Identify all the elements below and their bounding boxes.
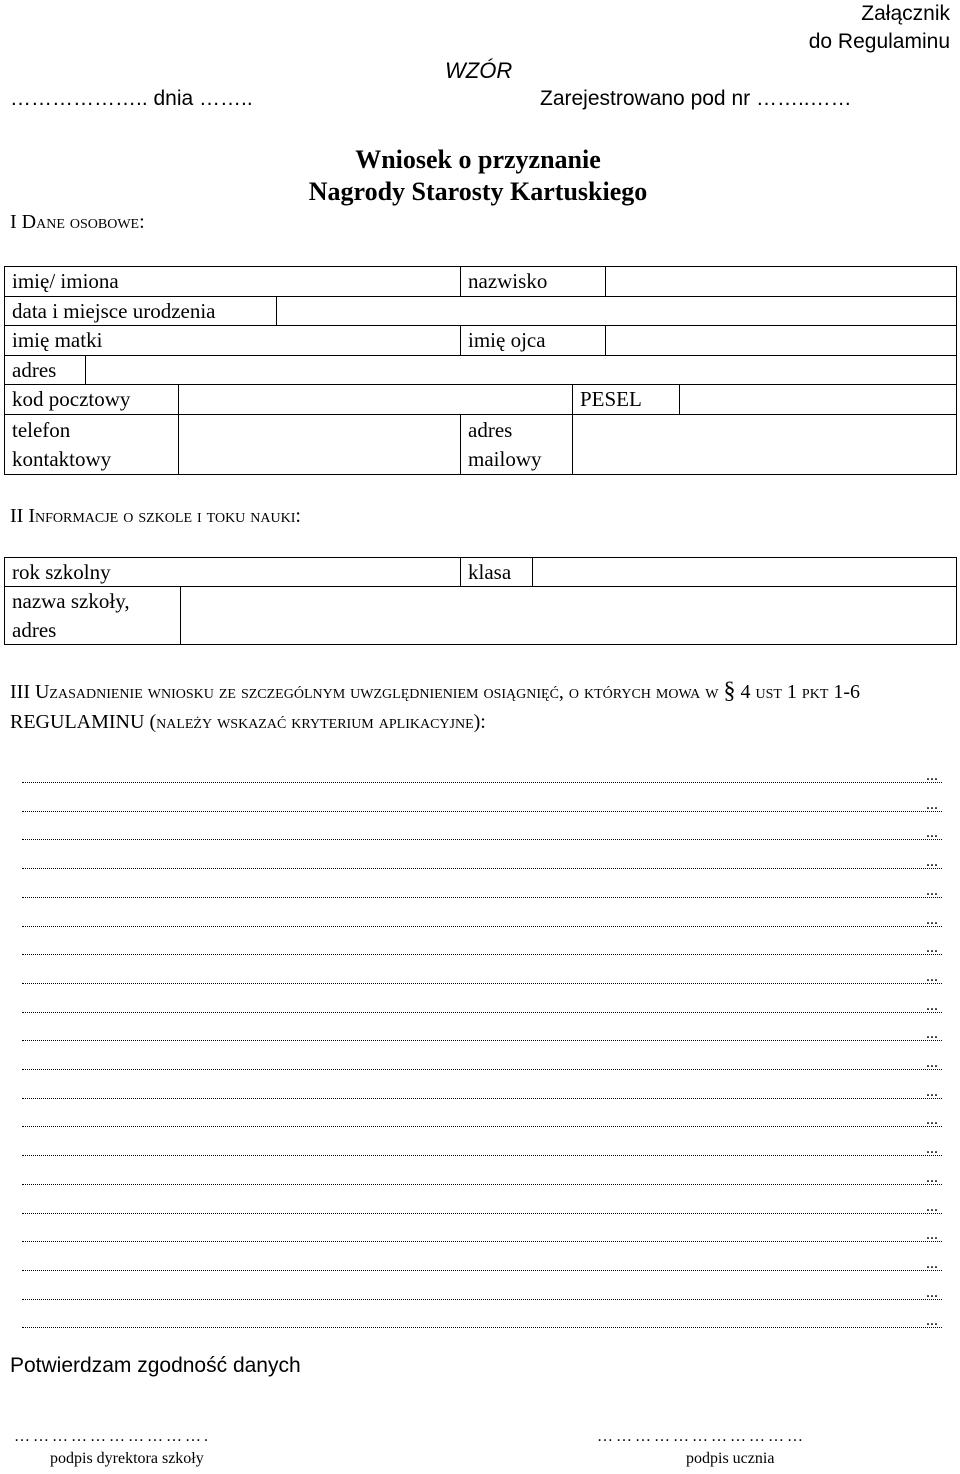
postal-code-field[interactable] <box>178 385 572 414</box>
director-signature-line[interactable]: …………………………. <box>14 1428 211 1445</box>
justification-line-end: ... <box>926 997 938 1014</box>
justification-line[interactable] <box>22 781 942 783</box>
address-field[interactable] <box>85 356 956 384</box>
justification-line[interactable] <box>22 1212 942 1214</box>
justification-line[interactable] <box>22 982 942 984</box>
email-field[interactable] <box>572 415 956 474</box>
email-label: adres mailowy <box>460 415 572 474</box>
justification-line[interactable] <box>22 1240 942 1242</box>
justification-line[interactable] <box>22 838 942 840</box>
justification-line-end: ... <box>926 1284 938 1301</box>
phone-field[interactable] <box>178 415 460 474</box>
justification-line-end: ... <box>926 1255 938 1272</box>
row-names <box>4 267 957 297</box>
justification-line-end: ... <box>926 1312 938 1329</box>
address-label: adres <box>12 358 57 382</box>
class-field[interactable] <box>532 558 956 586</box>
father-label: imię ojca <box>460 326 605 355</box>
justification-line-end: ... <box>926 882 938 899</box>
school-name-field[interactable] <box>180 587 956 644</box>
justification-line-end: ... <box>926 1198 938 1215</box>
attachment-line-2: do Regulaminu <box>808 30 950 53</box>
justification-line-end: ... <box>926 767 938 784</box>
justification-line-end: ... <box>926 1140 938 1157</box>
row-birth <box>4 297 957 326</box>
document-title <box>0 144 956 208</box>
row-year <box>4 558 957 587</box>
row-school <box>4 587 957 645</box>
justification-line[interactable] <box>22 1298 942 1300</box>
section-2-heading: II Informacje o szkole i toku nauki: <box>10 505 301 527</box>
postal-code-label: kod pocztowy <box>12 387 131 411</box>
justification-line-end: ... <box>926 1111 938 1128</box>
section-3-heading: III Uzasadnienie wniosku ze szczególnym uwzględnieniem osiągnięć, o których mowa w § 4 ust 1 pkt 1-6 REGULAMINU (należy wskazać kryterium aplikacyjne): <box>10 678 861 733</box>
justification-line[interactable] <box>22 1039 942 1041</box>
justification-line-end: ... <box>926 1054 938 1071</box>
row-postal <box>4 385 957 415</box>
director-signature-label: podpis dyrektora szkoły <box>50 1450 204 1467</box>
justification-line-end: ... <box>926 939 938 956</box>
justification-line-end: ... <box>926 1083 938 1100</box>
registration-number: Zarejestrowano pod nr ……..…… <box>540 87 852 110</box>
section-1-heading: I Dane osobowe: <box>10 211 145 233</box>
row-parents <box>4 326 957 356</box>
school-table <box>4 557 957 645</box>
phone-label: telefon kontaktowy <box>12 418 112 471</box>
birth-field[interactable] <box>276 297 956 325</box>
justification-line-end: ... <box>926 968 938 985</box>
title-line-2: Nagrody Starosty Kartuskiego <box>308 177 648 206</box>
justification-line-end: ... <box>926 796 938 813</box>
justification-line-end: ... <box>926 824 938 841</box>
school-year-label: rok szkolny <box>12 560 111 584</box>
justification-line[interactable] <box>22 1154 942 1156</box>
justification-line[interactable] <box>22 1011 942 1013</box>
personal-data-table <box>4 266 957 475</box>
father-field[interactable] <box>605 326 956 355</box>
school-name-label: nazwa szkoły, adres <box>12 589 130 642</box>
justification-line-end: ... <box>926 853 938 870</box>
class-label: klasa <box>460 558 532 586</box>
justification-line[interactable] <box>22 896 942 898</box>
first-name-label: imię/ imiona <box>12 269 119 293</box>
surname-label: nazwisko <box>460 267 605 296</box>
birth-label: data i miejsce urodzenia <box>12 299 216 323</box>
justification-line[interactable] <box>22 1097 942 1099</box>
pesel-field[interactable] <box>679 385 956 414</box>
justification-line[interactable] <box>22 1068 942 1070</box>
date-line: ……………….. dnia …….. <box>10 87 253 110</box>
justification-line[interactable] <box>22 1183 942 1185</box>
justification-line-end: ... <box>926 1226 938 1243</box>
justification-line[interactable] <box>22 867 942 869</box>
row-address <box>4 356 957 385</box>
surname-field[interactable] <box>605 267 956 296</box>
attachment-note <box>809 0 950 56</box>
student-signature-line[interactable]: …………………………… <box>597 1428 806 1445</box>
template-mark: WZÓR <box>445 58 513 83</box>
justification-line-end: ... <box>926 1169 938 1186</box>
justification-line[interactable] <box>22 925 942 927</box>
row-contact <box>4 415 957 475</box>
justification-line[interactable] <box>22 953 942 955</box>
attachment-line-1: Załącznik <box>861 2 950 25</box>
justification-line-end: ... <box>926 911 938 928</box>
title-line-1: Wniosek o przyznanie <box>355 145 601 174</box>
justification-line[interactable] <box>22 1125 942 1127</box>
mother-label: imię matki <box>12 328 103 352</box>
justification-line[interactable] <box>22 810 942 812</box>
student-signature-label: podpis ucznia <box>686 1450 775 1467</box>
confirmation-text: Potwierdzam zgodność danych <box>10 1354 301 1377</box>
justification-line-end: ... <box>926 1025 938 1042</box>
justification-line[interactable] <box>22 1326 942 1328</box>
pesel-label: PESEL <box>572 385 679 414</box>
justification-line[interactable] <box>22 1269 942 1271</box>
